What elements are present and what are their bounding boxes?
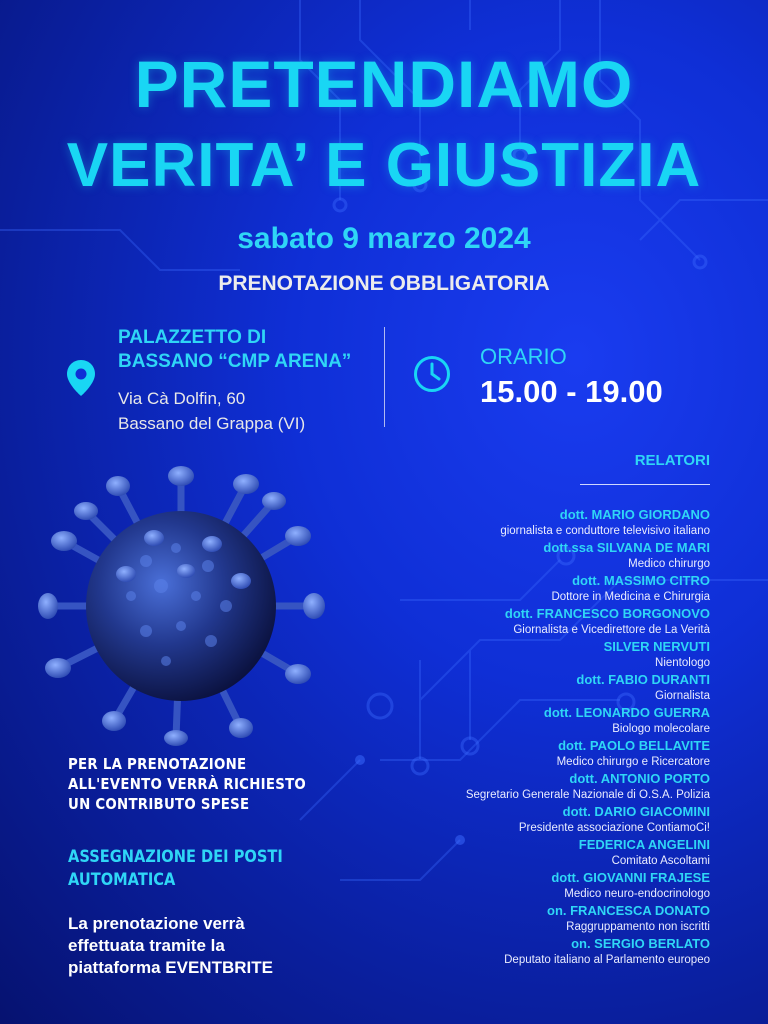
seat-assignment-notice [68,846,283,892]
speaker-item [330,507,710,540]
speaker-role: Dottore in Medicina e Chirurgia [551,591,710,603]
speaker-role: Deputato italiano al Parlamento europeo [504,954,710,966]
speaker-role: Medico neuro-endocrinologo [564,888,710,900]
speaker-item [330,573,710,606]
speaker-name: dott. FABIO DURANTI [576,672,710,687]
speaker-role: Medico chirurgo [628,558,710,570]
address-line-2: Bassano del Grappa (VI) [118,414,306,433]
speakers-title: RELATORI [634,452,710,469]
speaker-role: Raggruppamento non iscritti [566,921,710,933]
speaker-name: SILVER NERVUTI [603,639,710,654]
seats-line-2: AUTOMATICA [68,870,176,890]
speakers-list [330,507,710,969]
schedule-time: 15.00 - 19.00 [480,374,663,409]
speaker-role: Nientologo [655,657,710,669]
speaker-item [330,705,710,738]
speaker-role: Presidente associazione ContiamoCi! [518,822,710,834]
platform-notice [68,913,273,979]
speakers-title-underline [580,484,710,485]
contribution-line-2: ALL'EVENTO VERRÀ RICHIESTO [68,775,307,793]
contribution-line-1: PER LA PRENOTAZIONE [68,755,247,773]
location-pin-icon [64,358,98,398]
venue-name [118,326,351,374]
speaker-item [330,738,710,771]
speaker-name: dott. ANTONIO PORTO [569,771,710,786]
speaker-item [330,639,710,672]
speaker-name: dott.ssa SILVANA DE MARI [543,540,710,555]
speaker-name: on. FRANCESCA DONATO [547,903,710,918]
speaker-item [330,837,710,870]
speaker-role: Giornalista [655,690,710,702]
platform-line-2: effettuata tramite la [68,936,225,955]
speaker-role: Comitato Ascoltami [611,855,710,867]
speaker-item [330,672,710,705]
speaker-item [330,870,710,903]
speaker-name: dott. MARIO GIORDANO [559,507,710,522]
speaker-item [330,936,710,969]
speaker-item [330,606,710,639]
speaker-name: dott. PAOLO BELLAVITE [558,738,710,753]
platform-line-1: La prenotazione verrà [68,914,245,933]
speaker-item [330,771,710,804]
speaker-name: FEDERICA ANGELINI [578,837,710,852]
speaker-role: Giornalista e Vicedirettore de La Verità [513,624,710,636]
speaker-name: dott. DARIO GIACOMINI [562,804,710,819]
speaker-name: dott. MASSIMO CITRO [572,573,710,588]
speaker-role: Segretario Generale Nazionale di O.S.A. Polizia [465,789,710,801]
speaker-role: Biologo molecolare [612,723,710,735]
speaker-role: giornalista e conduttore televisivo italiano [500,525,710,537]
speaker-name: on. SERGIO BERLATO [571,936,710,951]
contribution-line-3: UN CONTRIBUTO SPESE [68,795,250,813]
speaker-item [330,903,710,936]
event-date: sabato 9 marzo 2024 [237,222,531,255]
speaker-item [330,804,710,837]
venue-name-line-2: BASSANO “CMP ARENA” [118,351,352,372]
booking-notice: PRENOTAZIONE OBBLIGATORIA [218,272,550,295]
seats-line-1: ASSEGNAZIONE DEI POSTI [68,847,283,867]
vertical-divider [384,327,385,427]
speaker-name: dott. LEONARDO GUERRA [543,705,710,720]
speaker-name: dott. GIOVANNI FRAJESE [551,870,710,885]
speaker-role: Medico chirurgo e Ricercatore [556,756,710,768]
speaker-name: dott. FRANCESCO BORGONOVO [504,606,710,621]
clock-icon [412,354,452,394]
venue-name-line-1: PALAZZETTO DI [118,327,267,348]
venue-address [118,386,305,436]
schedule-label: ORARIO [480,344,567,369]
title-line-1: PRETENDIAMO [134,47,634,121]
virus-illustration [36,456,326,746]
platform-line-3: piattaforma EVENTBRITE [68,958,273,977]
address-line-1: Via Cà Dolfin, 60 [118,389,246,408]
speaker-item [330,540,710,573]
title-line-2: VERITA’ E GIUSTIZIA [66,131,702,200]
contribution-notice [68,754,306,814]
